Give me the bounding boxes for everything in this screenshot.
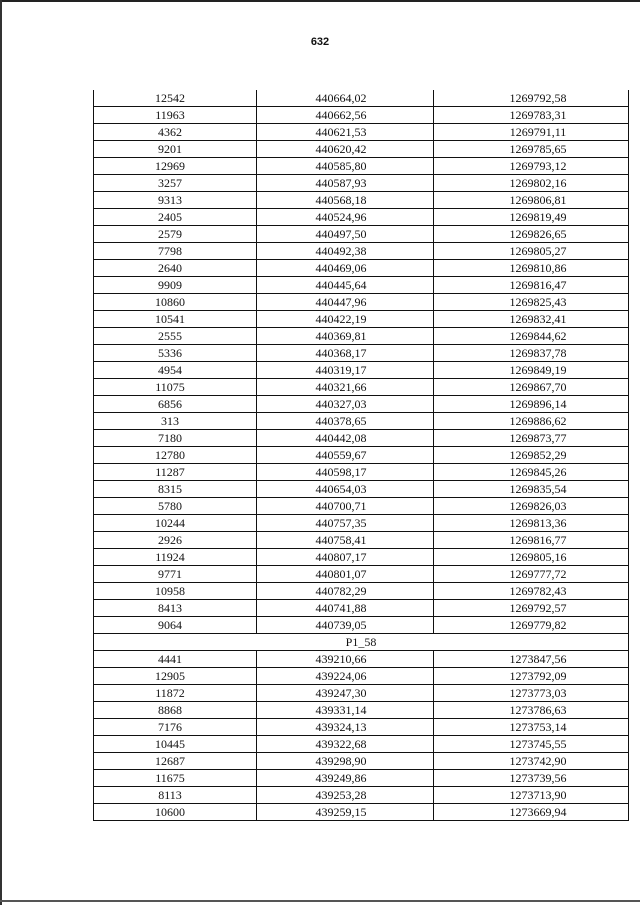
x-coordinate-cell: 440319,17 [257,362,434,379]
x-coordinate-cell: 439324,13 [257,719,434,736]
y-coordinate-cell: 1273792,09 [434,668,629,685]
y-coordinate-cell: 1269791,11 [434,124,629,141]
point-number-cell: 9313 [94,192,257,209]
y-coordinate-cell: 1269852,29 [434,447,629,464]
table-row [94,583,629,600]
x-coordinate-cell: 440654,03 [257,481,434,498]
x-coordinate-cell: 440739,05 [257,617,434,634]
table-row [94,413,629,430]
table-row [94,124,629,141]
x-coordinate-cell: 440700,71 [257,498,434,515]
x-coordinate-cell: 440662,56 [257,107,434,124]
y-coordinate-cell: 1269792,57 [434,600,629,617]
table-row [94,447,629,464]
y-coordinate-cell: 1273773,03 [434,685,629,702]
y-coordinate-cell: 1269785,65 [434,141,629,158]
point-number-cell: 12905 [94,668,257,685]
point-number-cell: 12969 [94,158,257,175]
table-row [94,379,629,396]
table-row [94,787,629,804]
point-number-cell: 4954 [94,362,257,379]
coordinates-table-container [93,90,595,821]
x-coordinate-cell: 440445,64 [257,277,434,294]
coordinates-table-body-section [94,651,629,821]
point-number-cell: 10244 [94,515,257,532]
y-coordinate-cell: 1269816,77 [434,532,629,549]
point-number-cell: 12687 [94,753,257,770]
table-row [94,362,629,379]
point-number-cell: 4441 [94,651,257,668]
point-number-cell: 10541 [94,311,257,328]
y-coordinate-cell: 1269779,82 [434,617,629,634]
point-number-cell: 10600 [94,804,257,821]
x-coordinate-cell: 440368,17 [257,345,434,362]
point-number-cell: 10958 [94,583,257,600]
y-coordinate-cell: 1269849,19 [434,362,629,379]
section-header-row [94,634,629,651]
point-number-cell: 7176 [94,719,257,736]
table-row [94,481,629,498]
y-coordinate-cell: 1273739,56 [434,770,629,787]
y-coordinate-cell: 1269813,36 [434,515,629,532]
table-row [94,685,629,702]
point-number-cell: 11675 [94,770,257,787]
table-row [94,243,629,260]
table-row [94,226,629,243]
table-row [94,600,629,617]
point-number-cell: 10445 [94,736,257,753]
x-coordinate-cell: 439224,06 [257,668,434,685]
y-coordinate-cell: 1269777,72 [434,566,629,583]
y-coordinate-cell: 1269782,43 [434,583,629,600]
table-row [94,328,629,345]
x-coordinate-cell: 440758,41 [257,532,434,549]
page-number: 632 [310,36,330,48]
point-number-cell: 5336 [94,345,257,362]
y-coordinate-cell: 1269873,77 [434,430,629,447]
y-coordinate-cell: 1269825,43 [434,294,629,311]
x-coordinate-cell: 440587,93 [257,175,434,192]
x-coordinate-cell: 440782,29 [257,583,434,600]
point-number-cell: 8868 [94,702,257,719]
table-row [94,158,629,175]
y-coordinate-cell: 1269793,12 [434,158,629,175]
y-coordinate-cell: 1269806,81 [434,192,629,209]
x-coordinate-cell: 439249,86 [257,770,434,787]
point-number-cell: 11075 [94,379,257,396]
section-label: P1_58 [94,634,629,651]
x-coordinate-cell: 440585,80 [257,158,434,175]
y-coordinate-cell: 1273669,94 [434,804,629,821]
point-number-cell: 2579 [94,226,257,243]
x-coordinate-cell: 440321,66 [257,379,434,396]
x-coordinate-cell: 439298,90 [257,753,434,770]
page-edge-bottom [0,900,640,902]
point-number-cell: 5780 [94,498,257,515]
table-row [94,107,629,124]
y-coordinate-cell: 1269810,86 [434,260,629,277]
x-coordinate-cell: 440757,35 [257,515,434,532]
x-coordinate-cell: 440469,06 [257,260,434,277]
y-coordinate-cell: 1269826,03 [434,498,629,515]
table-row [94,753,629,770]
y-coordinate-cell: 1273745,55 [434,736,629,753]
table-row [94,549,629,566]
x-coordinate-cell: 440369,81 [257,328,434,345]
table-row [94,209,629,226]
x-coordinate-cell: 439259,15 [257,804,434,821]
x-coordinate-cell: 440621,53 [257,124,434,141]
x-coordinate-cell: 440568,18 [257,192,434,209]
x-coordinate-cell: 440664,02 [257,90,434,107]
point-number-cell: 4362 [94,124,257,141]
y-coordinate-cell: 1269844,62 [434,328,629,345]
x-coordinate-cell: 439253,28 [257,787,434,804]
y-coordinate-cell: 1269816,47 [434,277,629,294]
y-coordinate-cell: 1269819,49 [434,209,629,226]
y-coordinate-cell: 1273713,90 [434,787,629,804]
y-coordinate-cell: 1273742,90 [434,753,629,770]
point-number-cell: 8113 [94,787,257,804]
x-coordinate-cell: 439331,14 [257,702,434,719]
x-coordinate-cell: 439322,68 [257,736,434,753]
y-coordinate-cell: 1269837,78 [434,345,629,362]
table-row [94,668,629,685]
table-row [94,702,629,719]
point-number-cell: 2926 [94,532,257,549]
point-number-cell: 313 [94,413,257,430]
table-row [94,736,629,753]
table-row [94,430,629,447]
point-number-cell: 11963 [94,107,257,124]
x-coordinate-cell: 440378,65 [257,413,434,430]
x-coordinate-cell: 440741,88 [257,600,434,617]
x-coordinate-cell: 440801,07 [257,566,434,583]
table-row [94,141,629,158]
table-row [94,617,629,634]
point-number-cell: 2405 [94,209,257,226]
table-row [94,345,629,362]
point-number-cell: 11872 [94,685,257,702]
table-row [94,770,629,787]
table-row [94,532,629,549]
y-coordinate-cell: 1269832,41 [434,311,629,328]
table-row [94,498,629,515]
x-coordinate-cell: 440447,96 [257,294,434,311]
table-row [94,175,629,192]
point-number-cell: 9909 [94,277,257,294]
y-coordinate-cell: 1269845,26 [434,464,629,481]
y-coordinate-cell: 1269896,14 [434,396,629,413]
point-number-cell: 9201 [94,141,257,158]
x-coordinate-cell: 440497,50 [257,226,434,243]
coordinates-table-body [94,90,629,634]
point-number-cell: 2555 [94,328,257,345]
x-coordinate-cell: 440598,17 [257,464,434,481]
y-coordinate-cell: 1269826,65 [434,226,629,243]
y-coordinate-cell: 1273847,56 [434,651,629,668]
coordinates-table [93,90,629,821]
y-coordinate-cell: 1269783,31 [434,107,629,124]
point-number-cell: 9064 [94,617,257,634]
y-coordinate-cell: 1269805,16 [434,549,629,566]
table-row [94,651,629,668]
page-edge-left [0,0,2,905]
point-number-cell: 7180 [94,430,257,447]
point-number-cell: 10860 [94,294,257,311]
section-header-group [94,634,629,651]
x-coordinate-cell: 440327,03 [257,396,434,413]
table-row [94,277,629,294]
x-coordinate-cell: 440492,38 [257,243,434,260]
point-number-cell: 2640 [94,260,257,277]
y-coordinate-cell: 1269867,70 [434,379,629,396]
table-row [94,396,629,413]
point-number-cell: 9771 [94,566,257,583]
x-coordinate-cell: 440620,42 [257,141,434,158]
point-number-cell: 12780 [94,447,257,464]
table-row [94,311,629,328]
table-row [94,566,629,583]
table-row [94,515,629,532]
x-coordinate-cell: 440442,08 [257,430,434,447]
y-coordinate-cell: 1269802,16 [434,175,629,192]
table-row [94,464,629,481]
x-coordinate-cell: 439247,30 [257,685,434,702]
page-edge-top [0,0,640,2]
x-coordinate-cell: 440524,96 [257,209,434,226]
x-coordinate-cell: 440422,19 [257,311,434,328]
point-number-cell: 12542 [94,90,257,107]
table-row [94,804,629,821]
y-coordinate-cell: 1269835,54 [434,481,629,498]
y-coordinate-cell: 1273786,63 [434,702,629,719]
x-coordinate-cell: 440807,17 [257,549,434,566]
table-row [94,294,629,311]
point-number-cell: 8413 [94,600,257,617]
x-coordinate-cell: 440559,67 [257,447,434,464]
point-number-cell: 11924 [94,549,257,566]
table-row [94,192,629,209]
x-coordinate-cell: 439210,66 [257,651,434,668]
y-coordinate-cell: 1269886,62 [434,413,629,430]
point-number-cell: 3257 [94,175,257,192]
point-number-cell: 7798 [94,243,257,260]
table-row [94,719,629,736]
point-number-cell: 6856 [94,396,257,413]
y-coordinate-cell: 1273753,14 [434,719,629,736]
y-coordinate-cell: 1269805,27 [434,243,629,260]
table-row [94,260,629,277]
y-coordinate-cell: 1269792,58 [434,90,629,107]
point-number-cell: 8315 [94,481,257,498]
point-number-cell: 11287 [94,464,257,481]
table-row [94,90,629,107]
